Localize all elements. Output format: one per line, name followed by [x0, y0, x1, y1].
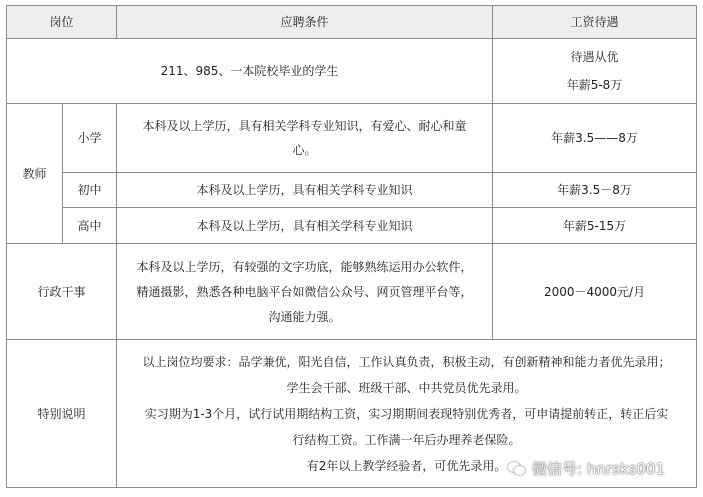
notes-line: 实习期为1-3个月，试行试用期结构工资，实习期期间表现特别优秀者，可申请提前转正，转正后实 — [144, 406, 669, 421]
notes-line: 有2年以上教学经验者，可优先录用。 — [306, 458, 507, 473]
admin-requirement — [117, 244, 493, 340]
notes-line: 以上岗位均要求：品学兼优，阳光自信，工作认真负责，积极主动，有创新精神和能力者优先录用； — [142, 354, 671, 369]
general-salary — [493, 39, 697, 104]
notes-line: 行结构工资。工作满一年后办理养老保险。 — [292, 432, 521, 447]
table-row — [7, 208, 697, 244]
primary-requirement — [117, 104, 493, 173]
primary-salary: 年薪3.5——8万 — [493, 104, 697, 173]
middle-requirement: 本科及以上学历，具有相关学科专业知识 — [117, 173, 493, 208]
middle-level: 初中 — [63, 173, 117, 208]
general-requirement: 211、985、一本院校毕业的学生 — [7, 39, 493, 104]
primary-requirement-line: 本科及以上学历，具有相关学科专业知识，有爱心、耐心和童 — [142, 119, 467, 133]
general-salary-line: 年薪5-8万 — [566, 78, 623, 92]
teacher-label: 教师 — [7, 104, 63, 244]
header-requirements: 应聘条件 — [117, 6, 493, 39]
high-requirement: 本科及以上学历，具有相关学科专业知识 — [117, 208, 493, 244]
table-row — [7, 244, 697, 340]
wechat-icon — [508, 462, 526, 476]
general-salary-line: 待遇从优 — [570, 50, 619, 64]
primary-requirement-line: 心。 — [292, 143, 317, 157]
watermark — [508, 458, 665, 479]
admin-label: 行政干事 — [7, 244, 117, 340]
table-row — [7, 173, 697, 208]
middle-salary: 年薪3.5－8万 — [493, 173, 697, 208]
header-row — [7, 6, 697, 39]
notes-line: 学生会干部、班级干部、中共党员优先录用。 — [286, 380, 527, 395]
notes-label: 特别说明 — [7, 340, 117, 488]
table-row — [7, 39, 697, 104]
admin-requirement-line: 精通摄影，熟悉各种电脑平台如微信公众号、网页管理平台等， — [136, 284, 473, 299]
watermark-text: 微信号: hnrsks001 — [532, 460, 665, 478]
admin-salary: 2000－4000元/月 — [493, 244, 697, 340]
recruitment-table — [6, 5, 697, 488]
high-salary: 年薪5-15万 — [493, 208, 697, 244]
admin-requirement-line: 本科及以上学历，有较强的文字功底，能够熟练运用办公软件， — [136, 259, 473, 274]
header-salary: 工资待遇 — [493, 6, 697, 39]
table-row — [7, 104, 697, 173]
header-position: 岗位 — [7, 6, 117, 39]
admin-requirement-line: 沟通能力强。 — [268, 309, 341, 324]
high-level: 高中 — [63, 208, 117, 244]
primary-level: 小学 — [63, 104, 117, 173]
